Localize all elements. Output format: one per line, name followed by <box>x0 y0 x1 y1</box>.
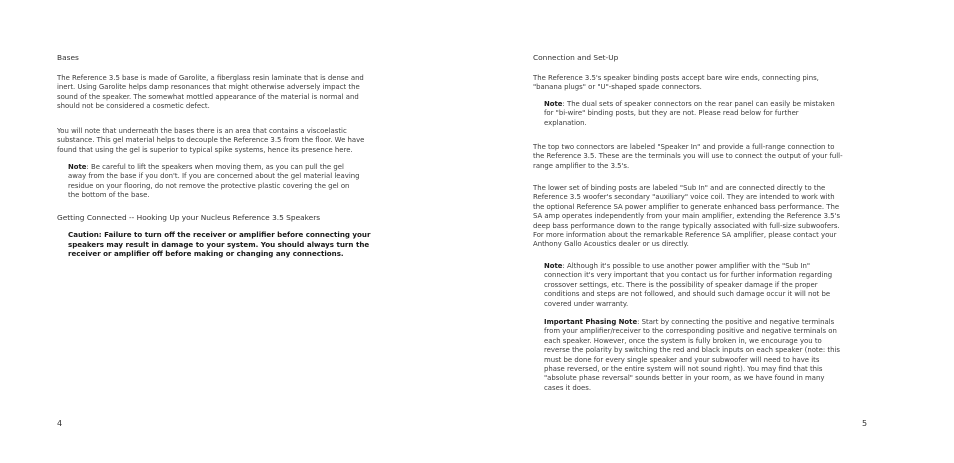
note-sub-in-amplifier: Note: Although it's possible to use another power amplifier with the "Sub In" connection it's very important that you contact us for further information regarding crossover settings, etc. There is the possibility of speaker damage if the proper conditions and steps are not followed, and should such damage occur it will not be covered under warranty. <box>544 262 833 308</box>
note-lift-speakers: Note: Be careful to lift the speakers when moving them, as you can pull the gel away from the base if you don't. If you are concerned about the gel material leaving residue on your flooring, do not remove the protective plastic covering the gel on the bottom of the base. <box>68 163 360 200</box>
heading-getting-connected: Getting Connected -- Hooking Up your Nucleus Reference 3.5 Speakers <box>57 213 321 222</box>
note-dual-connectors: Note: The dual sets of speaker connectors on the rear panel can easily be mistaken for "bi-wire" binding posts, but they are not. Please read below for further explanation. <box>544 100 835 127</box>
heading-bases: Bases <box>57 53 79 62</box>
paragraph-sub-in: The lower set of binding posts are labeled "Sub In" and are connected directly to the Reference 3.5 woofer's secondary "auxiliary" voice coil. They are intended to work with the optional Reference SA power amplifier to generate enhanced bass performance. The SA amp operates independently from your main amplifier, extending the Reference 3.5's deep bass performance down to the range typically associated with full-size subwoofers. For more information about the remarkable Reference SA amplifier, please contact your Anthony Gallo Acoustics dealer or us directly. <box>533 184 841 249</box>
heading-connection-setup: Connection and Set-Up <box>533 53 619 62</box>
paragraph-binding-posts: The Reference 3.5's speaker binding posts accept bare wire ends, connecting pins, "banana plugs" or "U"-shaped spade connectors. <box>533 74 819 92</box>
paragraph-garolite: The Reference 3.5 base is made of Garolite, a fiberglass resin laminate that is dense and inert. Using Garolite helps damp resonances that might otherwise adversely impact the sound of the speaker. The somewhat mottled appearance of the material is normal and should not be considered a cosmetic defect. <box>57 74 364 111</box>
paragraph-speaker-in: The top two connectors are labeled "Speaker In" and provide a full-range connection to the Reference 3.5. These are the terminals you will use to connect the output of your full- range amplifier to the 3.5's. <box>533 143 843 170</box>
caution-warning: Caution: Failure to turn off the receiver or amplifier before connecting your speakers may result in damage to your system. You should always turn the receiver or amplifier off before making or changing any connections. <box>68 230 371 259</box>
left-page <box>57 0 387 463</box>
note-label: Note <box>544 100 563 108</box>
paragraph-gel: You will note that underneath the bases there is an area that contains a viscoelastic substance. This gel material helps to decouple the Reference 3.5 from the floor. We have found that using the gel is superior to typical spike systems, hence its presence here. <box>57 127 365 154</box>
right-page <box>533 0 871 463</box>
phasing-note-label: Important Phasing Note <box>544 318 638 326</box>
page-number-left: 4 <box>57 419 63 428</box>
note-label: Note <box>544 262 563 270</box>
note-label: Note <box>68 163 87 171</box>
page-number-right: 5 <box>862 419 868 428</box>
important-phasing-note: Important Phasing Note: Start by connecting the positive and negative terminals from your amplifier/receiver to the corresponding positive and negative terminals on each speaker. However, once the system is fully broken in, we encourage you to reverse the polarity by switching the red and black inputs on each speaker (note: this must be done for every single speaker and your subwoofer will need to have its phase reversed, or the entire system will not sound right). You may find that this "absolute phase reversal" sounds better in your room, as we have found in many cases it does. <box>544 318 840 392</box>
